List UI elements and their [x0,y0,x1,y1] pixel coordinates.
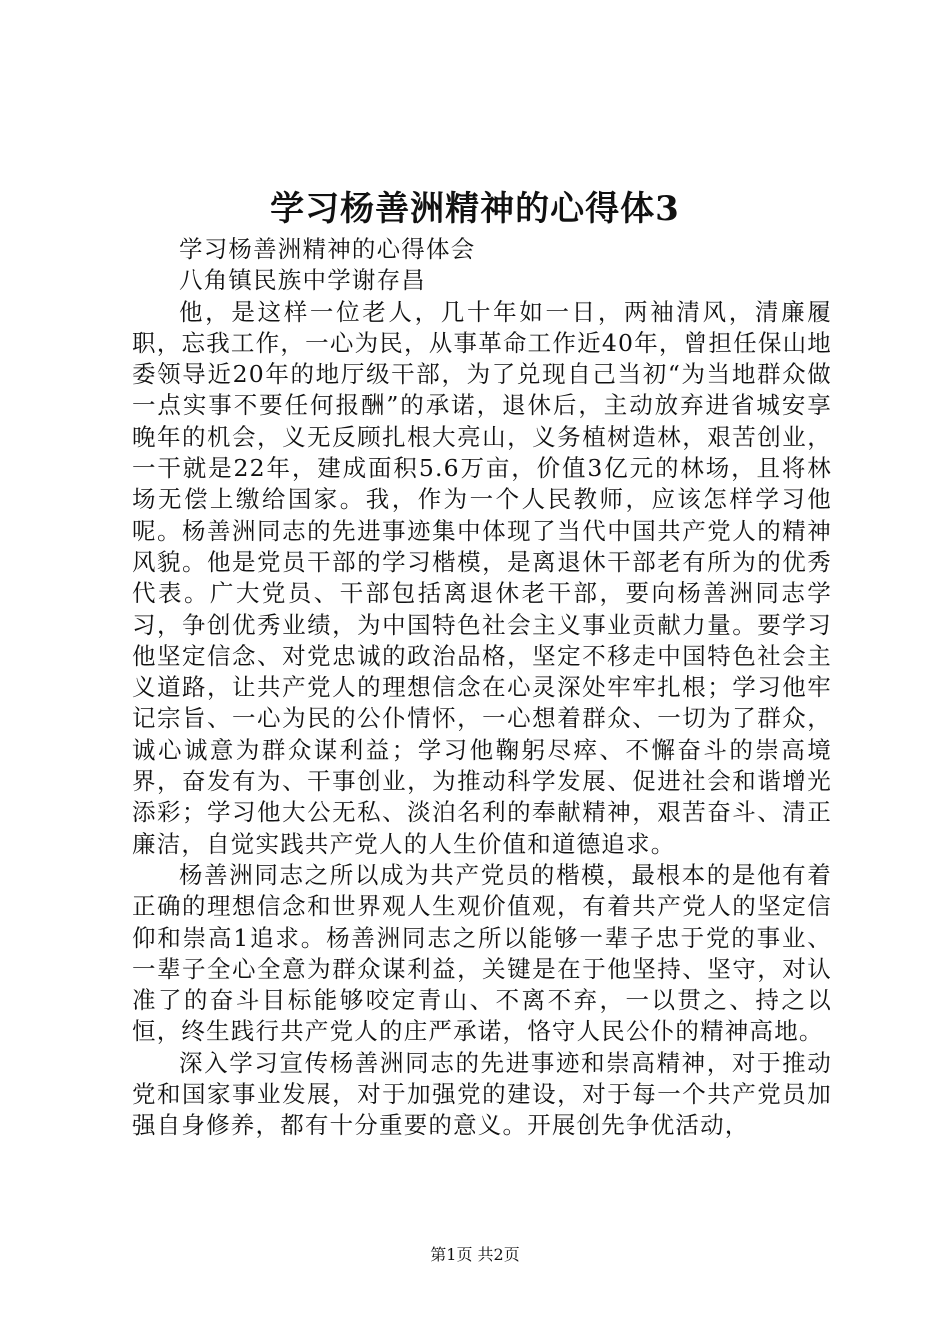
paragraph-subtitle: 学习杨善洲精神的心得体会 [179,235,476,263]
paragraph-1: 他，是这样一位老人，几十年如一日，两袖清风，清廉履职，忘我工作，一心为民，从事革命工作近40年，曾担任保山地委领导近20年的地厅级干部，为了兑现自己当初“为当地群众做一点实事不要任何报酬”的承诺，退休后，主动放弃进省城安享晚年的机会，义无反顾扎根大亮山，义务植树造林，艰苦创业，一干就是22年，建成面积5.6万亩，价值3亿元的林场，且将林场无偿上缴给国家。我，作为一个人民教师，应该怎样学习他呢。杨善洲同志的先进事迹集中体现了当代中国共产党人的精神风貌。他是党员干部的学习楷模，是离退休干部老有所为的优秀代表。广大党员、干部包括离退休老干部，要向杨善洲同志学习，争创优秀业绩，为中国特色社会主义事业贡献力量。要学习他坚定信念、对党忠诚的政治品格，坚定不移走中国特色社会主义道路，让共产党人的理想信念在心灵深处牢牢扎根；学习他牢记宗旨、一心为民的公仆情怀，一心想着群众、一切为了群众，诚心诚意为群众谋利益；学习他鞠躬尽瘁、不懈奋斗的崇高境界，奋发有为、干事创业，为推动科学发展、促进社会和谐增光添彩；学习他大公无私、淡泊名利的奉献精神，艰苦奋斗、清正廉洁，自觉实践共产党人的人生价值和道德追求。 [132,297,832,858]
document-title: 学习杨善洲精神的心得体3 [270,189,680,229]
page-number-footer: 第1页 共2页 [430,1245,520,1264]
document-body [132,234,832,1142]
paragraph-3: 深入学习宣传杨善洲同志的先进事迹和崇高精神，对于推动党和国家事业发展，对于加强党的建设，对于每一个共产党员加强自身修养，都有十分重要的意义。开展创先争优活动， [132,1048,832,1140]
paragraph-author: 八角镇民族中学谢存昌 [179,266,426,295]
paragraph-2: 杨善洲同志之所以成为共产党员的楷模，最根本的是他有着正确的理想信念和世界观人生观价值观，有着共产党人的坚定信仰和崇高1追求。杨善洲同志之所以能够一辈子忠于党的事业、一辈子全心全意为群众谋利益，关键是在于他坚持、坚守，对认准了的奋斗目标能够咬定青山、不离不弃，一以贯之、持之以恒，终生践行共产党人的庄严承诺，恪守人民公仆的精神高地。 [132,860,832,1046]
